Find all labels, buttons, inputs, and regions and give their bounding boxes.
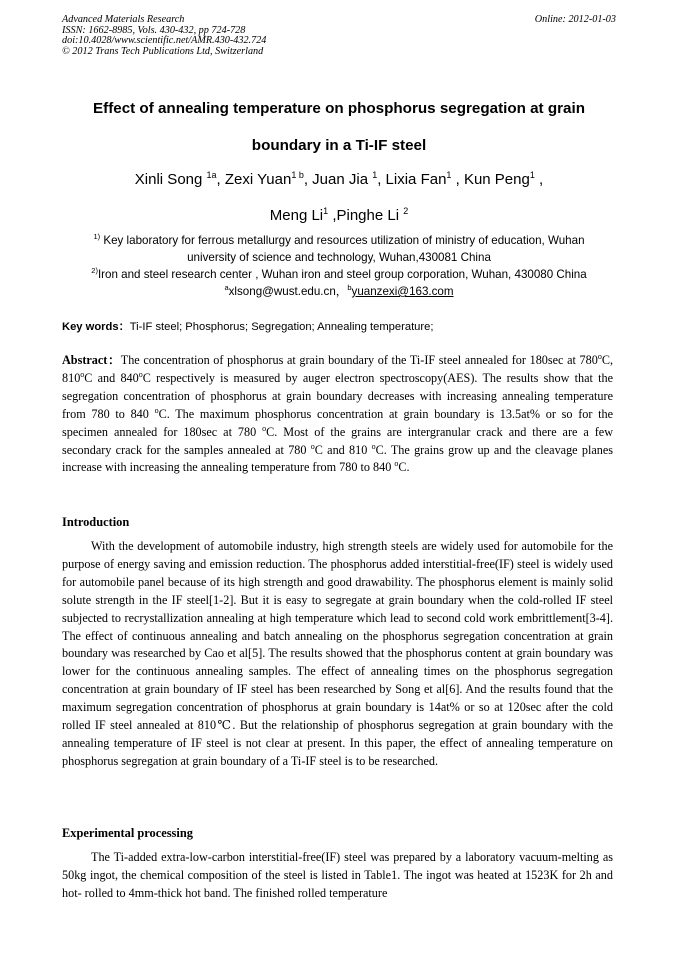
degree-mark: o — [371, 441, 376, 451]
author-separator: , — [534, 171, 544, 188]
experimental-paragraph: The Ti-added extra-low-carbon interstitial-free(IF) steel was prepared by a laboratory vacuum-melting as 50kg ingot, the chemical composition of the steel is listed in Table1. The ingot was heated at 1523K for 2h and hot- rolled to 4mm-thick hot band. The finished rolled temperature — [62, 850, 613, 900]
paper-title — [62, 90, 616, 164]
degree-mark: o — [80, 369, 85, 379]
keywords-label: Key words： — [62, 321, 130, 333]
author-name: ,Pinghe Li — [328, 207, 404, 224]
abstract-text: C, 810 — [62, 353, 613, 385]
email-b-link[interactable]: yuanzexi@163.com — [351, 285, 454, 298]
journal-name: Advanced Materials Research — [62, 14, 185, 25]
journal-copyright: © 2012 Trans Tech Publications Ltd, Switzerland — [62, 45, 264, 57]
author-name: , Kun Peng — [451, 171, 530, 188]
introduction-paragraph: With the development of automobile industry, high strength steels are widely used for automobile for the purpose of energy saving and emission reduction. The phosphorus added interstitial-free(IF) steel is widely used for automobile panel because of its high strength and good drawability. The phosphorus element is mainly solid solute strength in the IF steel[1-2]. But it is easy to segregate at grain boundary when the cold-rolled IF steel subjected to recrystallization annealing at high temperature which lead to second cold work embrittlement[3-4]. The effect of continuous annealing and batch annealing on the phosphorus segregation concentration at grain boundary was researched by Cao et al[5]. The results showed that the phosphorus content at grain boundary was lower for the continuous annealing samples. The effect of annealing times on the phosphorus segregation concentration at grain boundary of IF steel has been researched by Song et al[6]. And the results found that the maximum segregation concentration of phosphorus at grain boundary is 14at% or so at 120sec after the cold rolled IF steel annealed at 810℃. But the relationship of phosphorus segregation at grain boundary with the annealing temperature of IF steel is not clear at present. In this paper, the effect of annealing temperature on phosphorus segregation at grain boundary of a Ti-IF steel is to be researched. — [62, 539, 613, 768]
title-line-2: boundary in a Ti-IF steel — [251, 137, 427, 154]
author-affil-mark: 1 — [446, 170, 452, 180]
degree-mark: o — [262, 423, 267, 433]
abstract-text: C. The grains grow up and the cleavage planes increase with increasing the annealing temperature from 780 to 840 — [62, 442, 613, 475]
journal-doi: doi:10.4028/www.scientific.net/AMR.430-432.724 — [62, 35, 267, 47]
abstract-text: C respectively is measured by auger electron spectroscopy(AES). The results show that the segregation concentration of phosphorus at grain boundary decreases with increasing annealing temperature from 780 to 840 — [62, 370, 613, 421]
affiliations — [62, 232, 616, 300]
abstract — [62, 352, 613, 477]
author-affil-mark: 1 b — [291, 170, 304, 180]
author-affil-mark: 1 — [372, 170, 378, 180]
online-date: Online: 2012-01-03 — [534, 14, 616, 25]
author-line-1 — [62, 162, 616, 198]
author-affil-mark: 1a — [206, 170, 217, 180]
author-name: Xinli Song — [134, 171, 207, 188]
emails — [62, 283, 616, 300]
author-line-2 — [62, 198, 616, 234]
author-affil-mark: 2 — [403, 206, 409, 216]
title-line-1: Effect of annealing temperature on phosphorus segregation at grain — [93, 100, 585, 117]
author-affil-mark: 1 — [529, 170, 535, 180]
journal-issn: ISSN: 1662-8985, Vols. 430-432, pp 724-728 — [62, 24, 246, 36]
abstract-text: C. The maximum phosphorus concentration at grain boundary is 13.5at% or so for the specimen annealed for 180sec at 780 — [62, 406, 614, 439]
author-name: , Juan Jia — [303, 171, 373, 188]
affiliation-1 — [62, 232, 616, 249]
email-mark: b — [347, 283, 352, 292]
email-mark: a — [224, 283, 229, 292]
degree-mark: o — [138, 369, 143, 379]
author-name: , Zexi Yuan — [216, 171, 292, 188]
affil-mark: 2) — [91, 266, 98, 275]
keywords — [62, 318, 616, 334]
degree-mark: o — [154, 405, 159, 415]
abstract-text: C. — [398, 460, 410, 475]
author-affil-mark: 1 — [323, 206, 329, 216]
email-a[interactable]: xlsong@wust.edu.cn， — [228, 285, 348, 298]
affiliation-2 — [62, 266, 616, 283]
affiliation-text: Key laboratory for ferrous metallurgy and resources utilization of ministry of education, Wuhan — [100, 234, 585, 247]
affiliation-text: Iron and steel research center , Wuhan iron and steel group corporation, Wuhan, 430080 China — [97, 268, 587, 281]
degree-mark: o — [394, 459, 399, 469]
affiliation-1-cont: university of science and technology, Wuhan,430081 China — [187, 251, 491, 264]
abstract-text: C and 810 — [314, 442, 372, 457]
experimental-heading: Experimental processing — [62, 826, 193, 840]
author-name: Meng Li — [269, 207, 324, 224]
abstract-text: C. Most of the grains are intergranular crack and there are a few secondary crack for the samples annealed at 780 — [62, 424, 613, 457]
degree-mark: o — [310, 441, 315, 451]
degree-mark: o — [597, 352, 602, 361]
author-name: , Lixia Fan — [377, 171, 447, 188]
keywords-text: Ti-IF steel; Phosphorus; Segregation; Annealing temperature; — [129, 321, 434, 333]
abstract-text: C and 840 — [84, 370, 139, 385]
abstract-label: Abstract： — [62, 353, 121, 367]
journal-header — [62, 15, 616, 57]
affil-mark: 1) — [93, 232, 101, 241]
abstract-text: The concentration of phosphorus at grain boundary of the Ti-IF steel annealed for 180sec at 780 — [120, 353, 598, 367]
introduction-heading: Introduction — [62, 515, 130, 529]
author-list — [62, 162, 616, 234]
